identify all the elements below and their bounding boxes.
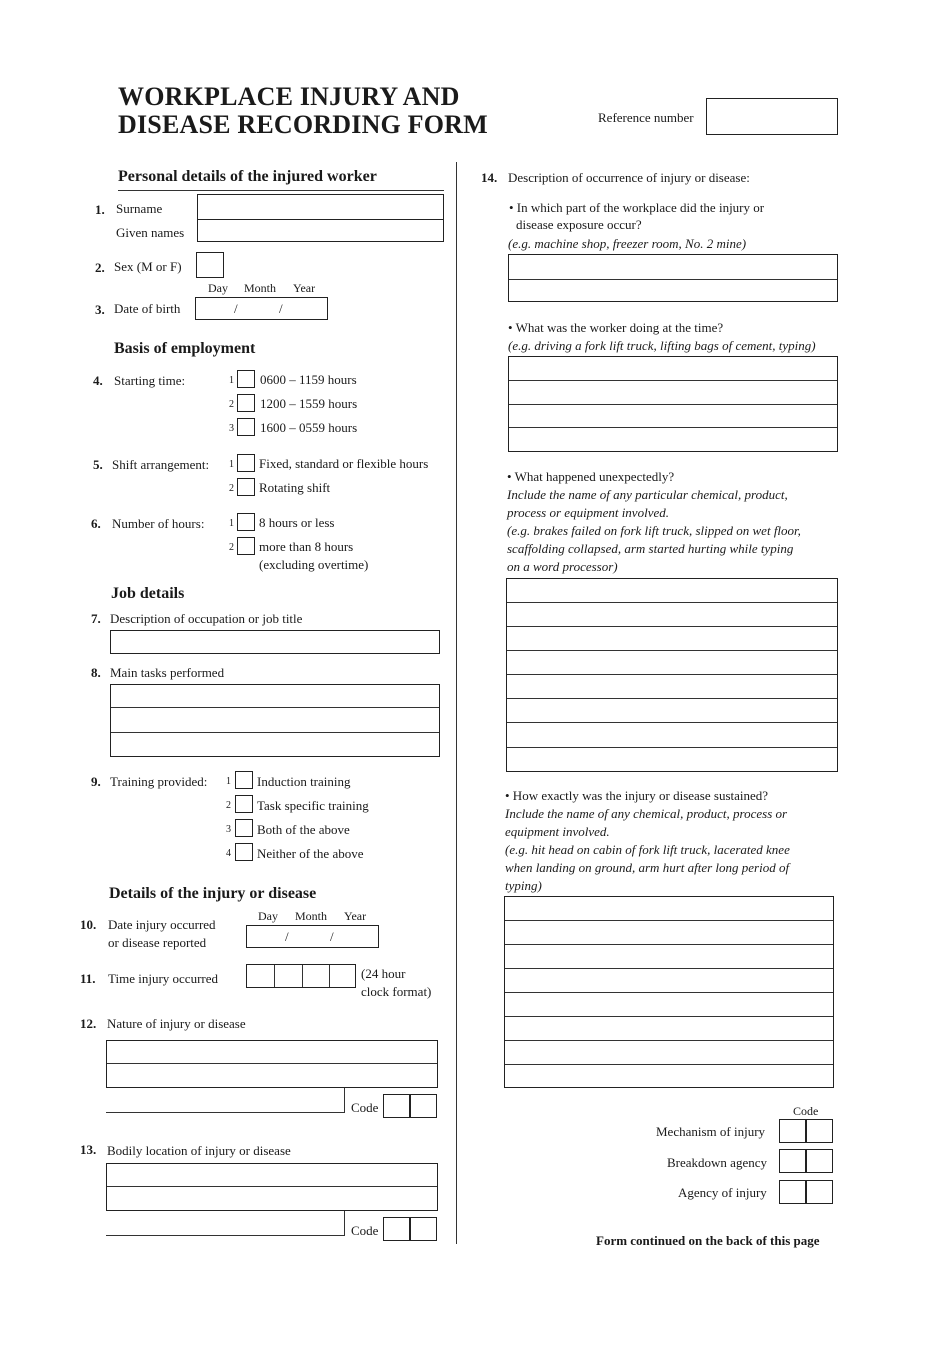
q12-number: 12.	[80, 1016, 97, 1031]
section-employment-heading: Basis of employment	[114, 340, 256, 357]
occupation-field[interactable]	[110, 630, 440, 654]
rule-line	[507, 602, 837, 603]
training-option-2-checkbox[interactable]	[235, 795, 253, 813]
q7-number: 7.	[91, 611, 101, 626]
starting-time-option-3-checkbox[interactable]	[237, 418, 255, 436]
starting-time-option-2-checkbox[interactable]	[237, 394, 255, 412]
time-injury-field[interactable]	[246, 964, 356, 988]
rule-line	[507, 674, 837, 675]
hours-note: (excluding overtime)	[259, 557, 369, 572]
shift-option-2-checkbox[interactable]	[237, 478, 255, 496]
given-names-label: Given names	[116, 225, 185, 240]
q9-number: 9.	[91, 774, 101, 789]
rule-line	[107, 1063, 437, 1064]
section-job-heading: Job details	[111, 585, 185, 602]
training-label: Training provided:	[110, 774, 208, 789]
codes-header: Code	[793, 1104, 819, 1118]
dob-slash-2: /	[279, 301, 283, 316]
hours-option-2-label: more than 8 hours	[259, 539, 354, 554]
p4-question: • How exactly was the injury or disease sustained?	[505, 788, 769, 803]
section-injury-heading: Details of the injury or disease	[109, 885, 317, 902]
training-option-1-checkbox[interactable]	[235, 771, 253, 789]
rule-line	[509, 279, 837, 280]
date-of-birth-field[interactable]	[195, 297, 328, 320]
occupation-label: Description of occupation or job title	[110, 611, 303, 626]
bodily-location-line	[106, 1235, 344, 1236]
mechanism-code-cell-1[interactable]	[779, 1119, 806, 1143]
dob-month-label: Month	[244, 281, 277, 295]
agency-code-cell-1[interactable]	[779, 1180, 806, 1204]
surname-label: Surname	[116, 201, 163, 216]
number-of-hours-label: Number of hours:	[112, 516, 205, 531]
rule-line	[507, 698, 837, 699]
p3-instruction-2: process or equipment involved.	[507, 505, 669, 520]
option-index: 1	[229, 459, 234, 470]
shift-option-2-label: Rotating shift	[259, 480, 331, 495]
p2-example: (e.g. driving a fork lift truck, lifting bags of cement, typing)	[508, 338, 816, 353]
shift-option-1-label: Fixed, standard or flexible hours	[259, 456, 429, 471]
time-format-note-2: clock format)	[361, 984, 432, 999]
training-option-3-checkbox[interactable]	[235, 819, 253, 837]
injury-date-slash-1: /	[285, 929, 289, 944]
training-option-4-checkbox[interactable]	[235, 843, 253, 861]
cell-divider	[329, 965, 330, 987]
bodily-location-field[interactable]	[106, 1163, 438, 1211]
bodily-code-label: Code	[351, 1223, 379, 1238]
breakdown-code-cell-1[interactable]	[779, 1149, 806, 1173]
starting-time-label: Starting time:	[114, 373, 186, 388]
p1-question-line2: disease exposure occur?	[516, 217, 642, 232]
option-index: 3	[229, 423, 234, 434]
option-index: 4	[226, 848, 231, 859]
form-continued-note: Form continued on the back of this page	[596, 1233, 820, 1248]
rule-line	[507, 626, 837, 627]
q1-number: 1.	[95, 202, 105, 217]
q2-number: 2.	[95, 260, 105, 275]
training-option-3-label: Both of the above	[257, 822, 350, 837]
cell-divider	[302, 965, 303, 987]
rule-line	[505, 944, 833, 945]
main-tasks-label: Main tasks performed	[110, 665, 225, 680]
nature-injury-line-end	[344, 1088, 345, 1113]
rule-line	[505, 920, 833, 921]
starting-time-option-1-checkbox[interactable]	[237, 370, 255, 388]
starting-time-option-2-label: 1200 – 1559 hours	[260, 396, 358, 411]
q14-number: 14.	[481, 170, 498, 185]
bodily-code-cell-2[interactable]	[410, 1217, 437, 1241]
p1-question: • In which part of the workplace did the injury or	[509, 200, 765, 215]
p3-example-1: (e.g. brakes failed on fork lift truck, slipped on wet floor,	[507, 523, 801, 538]
cell-divider	[274, 965, 275, 987]
option-index: 1	[229, 518, 234, 529]
option-index: 1	[226, 776, 231, 787]
option-index: 2	[229, 542, 234, 553]
nature-code-cell-2[interactable]	[410, 1094, 437, 1118]
p4-example-3: typing)	[505, 878, 542, 893]
shift-option-1-checkbox[interactable]	[237, 454, 255, 472]
nature-code-label: Code	[351, 1100, 379, 1115]
p4-instruction-1: Include the name of any chemical, product, process or	[505, 806, 788, 821]
form-title-line2: DISEASE RECORDING FORM	[118, 110, 488, 139]
training-option-2-label: Task specific training	[257, 798, 369, 813]
injury-date-field[interactable]	[246, 925, 379, 948]
training-option-4-label: Neither of the above	[257, 846, 364, 861]
p3-instruction-1: Include the name of any particular chemical, product,	[507, 487, 788, 502]
q8-number: 8.	[91, 665, 101, 680]
q10-number: 10.	[80, 917, 97, 932]
time-format-note-1: (24 hour	[361, 966, 406, 981]
dob-slash-1: /	[234, 301, 238, 316]
agency-of-injury-label: Agency of injury	[678, 1185, 767, 1200]
option-index: 2	[229, 399, 234, 410]
breakdown-agency-label: Breakdown agency	[667, 1155, 767, 1170]
p4-example-1: (e.g. hit head on cabin of fork lift truck, lacerated knee	[505, 842, 790, 857]
rule-line	[509, 404, 837, 405]
nature-injury-line	[106, 1112, 344, 1113]
q11-number: 11.	[80, 971, 96, 986]
breakdown-code-cell-2[interactable]	[806, 1149, 833, 1173]
training-option-1-label: Induction training	[257, 774, 351, 789]
workplace-part-field[interactable]	[508, 254, 838, 302]
p3-question: • What happened unexpectedly?	[507, 469, 675, 484]
rule-line	[509, 427, 837, 428]
option-index: 2	[229, 483, 234, 494]
rule-line	[505, 1016, 833, 1017]
agency-code-cell-2[interactable]	[806, 1180, 833, 1204]
p1-example: (e.g. machine shop, freezer room, No. 2 mine)	[508, 236, 747, 251]
injury-date-slash-2: /	[330, 929, 334, 944]
hours-option-2-checkbox[interactable]	[237, 537, 255, 555]
option-index: 3	[226, 824, 231, 835]
injury-sustained-field[interactable]	[504, 896, 834, 1088]
rule-line	[507, 722, 837, 723]
option-index: 1	[229, 375, 234, 386]
rule-line	[111, 707, 439, 708]
column-divider	[456, 162, 457, 1244]
section-rule	[118, 190, 444, 191]
q3-number: 3.	[95, 302, 105, 317]
p4-example-2: when landing on ground, arm hurt after long period of	[505, 860, 790, 875]
injury-date-label-line1: Date injury occurred	[108, 917, 216, 932]
worker-activity-field[interactable]	[508, 356, 838, 452]
surname-field[interactable]	[197, 194, 444, 220]
q4-number: 4.	[93, 373, 103, 388]
sex-label: Sex (M or F)	[114, 259, 182, 274]
rule-line	[107, 1186, 437, 1187]
injury-date-year-label: Year	[344, 909, 367, 923]
given-names-field[interactable]	[197, 219, 444, 242]
bodily-code-cell-1[interactable]	[383, 1217, 410, 1241]
dob-year-label: Year	[293, 281, 316, 295]
reference-label: Reference number	[598, 110, 694, 125]
p4-instruction-2: equipment involved.	[505, 824, 610, 839]
nature-code-cell-1[interactable]	[383, 1094, 410, 1118]
nature-injury-label: Nature of injury or disease	[107, 1016, 246, 1031]
rule-line	[507, 747, 837, 748]
hours-option-1-checkbox[interactable]	[237, 513, 255, 531]
rule-line	[111, 732, 439, 733]
option-index: 2	[226, 800, 231, 811]
reference-number-field[interactable]	[706, 98, 838, 135]
hours-option-1-label: 8 hours or less	[259, 515, 335, 530]
starting-time-option-1-label: 0600 – 1159 hours	[260, 372, 357, 387]
injury-date-day-label: Day	[258, 909, 278, 923]
form-title-line1: WORKPLACE INJURY AND	[118, 82, 460, 111]
injury-date-label-line2: or disease reported	[108, 935, 207, 950]
injury-date-month-label: Month	[295, 909, 328, 923]
starting-time-option-3-label: 1600 – 0559 hours	[260, 420, 358, 435]
rule-line	[505, 1040, 833, 1041]
rule-line	[505, 1064, 833, 1065]
sex-field[interactable]	[196, 252, 224, 278]
mechanism-of-injury-label: Mechanism of injury	[656, 1124, 766, 1139]
rule-line	[505, 968, 833, 969]
time-injury-label: Time injury occurred	[108, 971, 218, 986]
mechanism-code-cell-2[interactable]	[806, 1119, 833, 1143]
rule-line	[505, 992, 833, 993]
rule-line	[509, 380, 837, 381]
p2-question: • What was the worker doing at the time?	[508, 320, 724, 335]
section-personal-heading: Personal details of the injured worker	[118, 168, 377, 185]
bodily-location-label: Bodily location of injury or disease	[107, 1143, 291, 1158]
dob-label: Date of birth	[114, 301, 181, 316]
q6-number: 6.	[91, 516, 101, 531]
shift-arrangement-label: Shift arrangement:	[112, 457, 210, 472]
p3-example-3: on a word processor)	[507, 559, 618, 574]
q13-number: 13.	[80, 1142, 97, 1157]
nature-injury-field[interactable]	[106, 1040, 438, 1088]
q14-label: Description of occurrence of injury or disease:	[508, 170, 750, 185]
p3-example-2: scaffolding collapsed, arm started hurting while typing	[507, 541, 794, 556]
bodily-location-line-end	[344, 1211, 345, 1236]
dob-day-label: Day	[208, 281, 228, 295]
main-tasks-field[interactable]	[110, 684, 440, 757]
q5-number: 5.	[93, 457, 103, 472]
unexpected-event-field[interactable]	[506, 578, 838, 772]
rule-line	[507, 650, 837, 651]
